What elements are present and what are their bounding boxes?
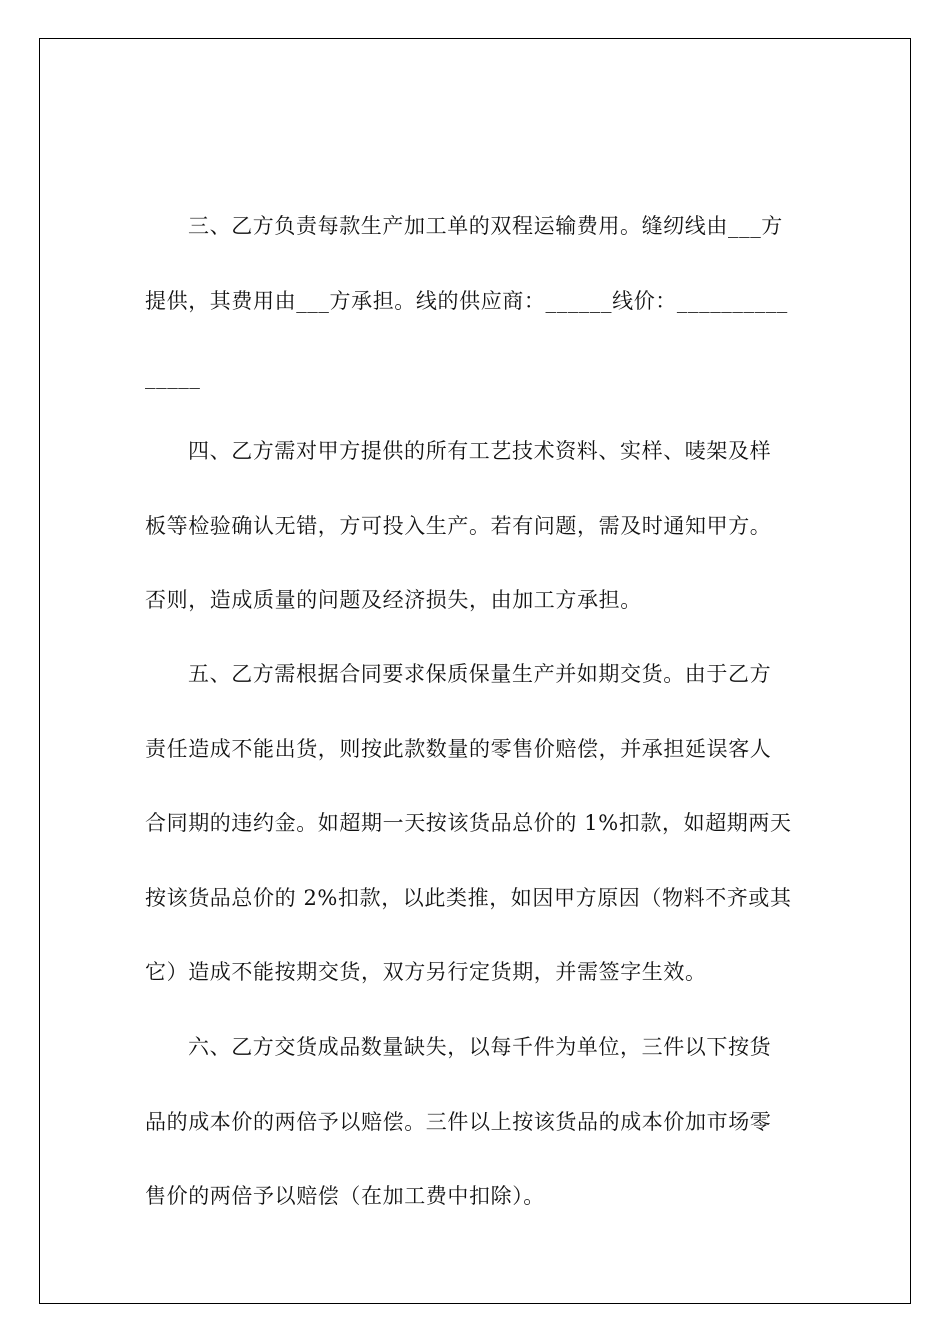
clause-4-line-3: 否则，造成质量的问题及经济损失，由加工方承担。 bbox=[145, 588, 642, 612]
clause-5-line-4: 按该货品总价的 2%扣款，以此类推，如因甲方原因（物料不齐或其 bbox=[145, 886, 792, 910]
clause-6-line-3: 售价的两倍予以赔偿（在加工费中扣除）。 bbox=[145, 1184, 545, 1208]
clause-6-line-2: 品的成本价的两倍予以赔偿。三件以上按该货品的成本价加市场零 bbox=[145, 1110, 772, 1134]
clause-4-line-1: 四、乙方需对甲方提供的所有工艺技术资料、实样、唛架及样 bbox=[188, 439, 772, 463]
clause-5-line-1: 五、乙方需根据合同要求保质保量生产并如期交货。由于乙方 bbox=[188, 662, 772, 686]
clause-4-line-2: 板等检验确认无错，方可投入生产。若有问题，需及时通知甲方。 bbox=[145, 514, 772, 538]
clause-3-line-2: 提供，其费用由___方承担。线的供应商：______线价：__________ bbox=[145, 289, 788, 313]
clause-3-line-3: _____ bbox=[145, 365, 201, 389]
clause-3-line-1: 三、乙方负责每款生产加工单的双程运输费用。缝纫线由___方 bbox=[188, 214, 783, 238]
clause-5-line-5: 它）造成不能按期交货，双方另行定货期，并需签字生效。 bbox=[145, 960, 707, 984]
clause-5-line-2: 责任造成不能出货，则按此款数量的零售价赔偿，并承担延误客人 bbox=[145, 737, 772, 761]
clause-6-line-1: 六、乙方交货成品数量缺失，以每千件为单位，三件以下按货 bbox=[188, 1035, 772, 1059]
clause-5-line-3: 合同期的违约金。如超期一天按该货品总价的 1%扣款，如超期两天 bbox=[145, 811, 792, 835]
